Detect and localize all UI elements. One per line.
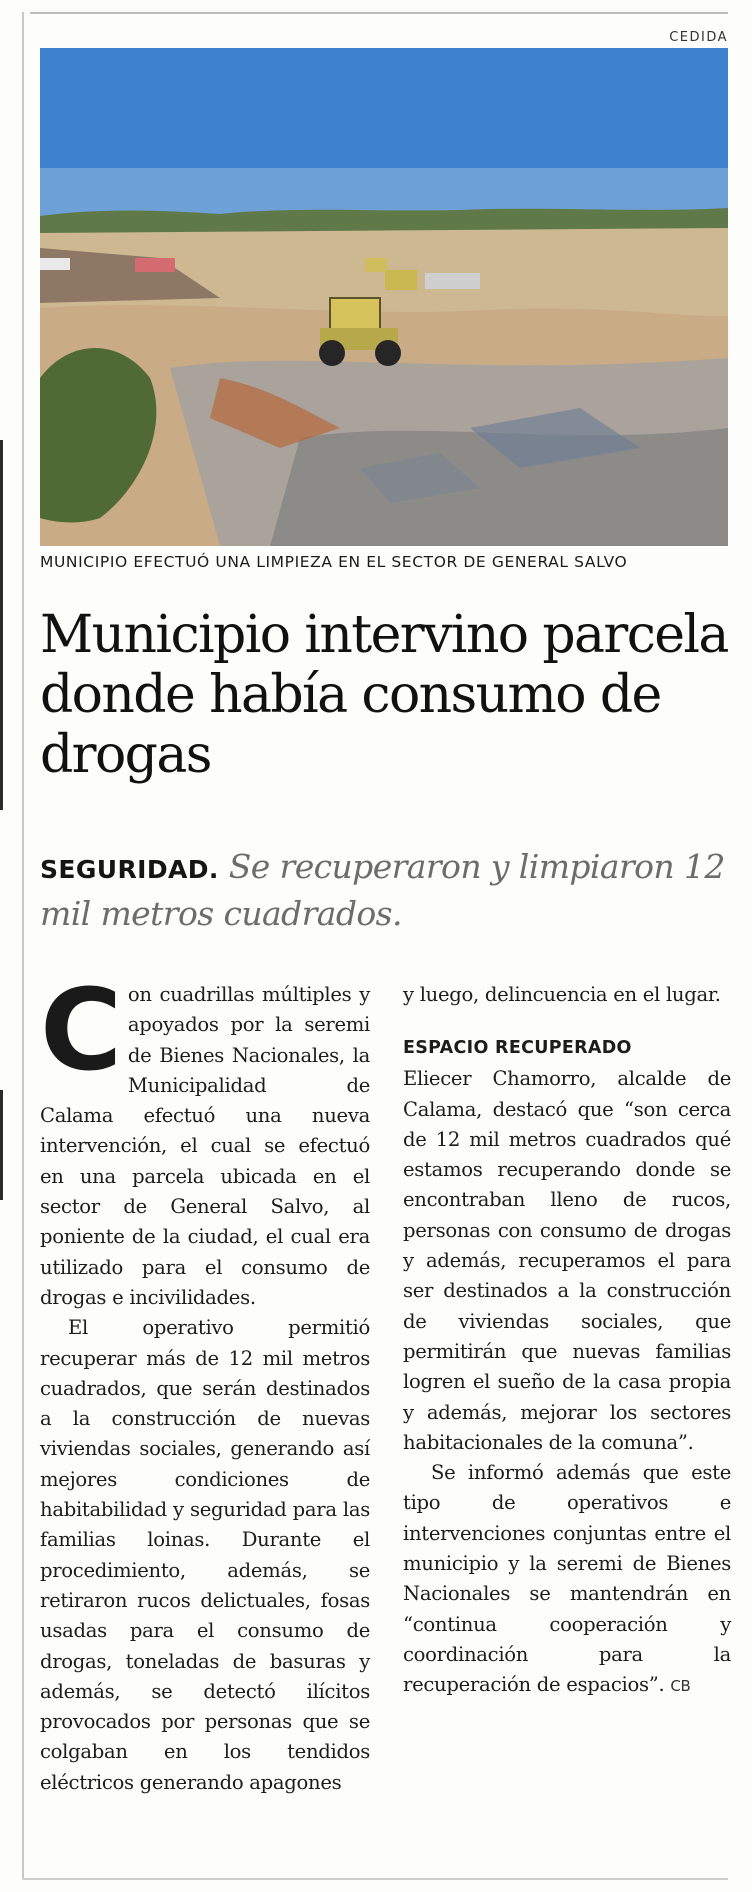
article-paragraph-1 <box>40 966 370 1313</box>
news-photo <box>40 48 728 546</box>
top-rule <box>30 12 728 14</box>
section-label: SEGURIDAD. <box>40 855 219 884</box>
drop-cap: C <box>40 966 122 1096</box>
adjacent-page-edge-lower <box>0 1090 3 1200</box>
adjacent-page-edge <box>0 440 3 810</box>
article-paragraph-3: Eliecer Chamorro, alcalde de Calama, destacó que “son cerca de 12 mil metros cuadrados qué estamos recuperando donde se encontraban lleno de rucos, personas con consumo de drogas y además, recuperamos el para ser destinados a la construcción de viviendas sociales, que permitirán que nuevas familias logren el sueño de la casa propia y además, mejorar los sectores habitacionales de la comuna”. <box>403 1067 731 1454</box>
headline: Municipio intervino parcela donde había consumo de drogas <box>40 605 728 785</box>
paragraph-1-text: on cuadrillas múltiples y apoyados por la seremi de Bienes Nacionales, la Municipalidad de Calama efectuó una nueva intervención, el cual se efectuó en una parcela ubicada en el sector de General Salvo, al poniente de la ciudad, el cual era utilizado para el consumo de drogas e incivilidades. <box>40 983 370 1309</box>
bottom-rule <box>22 1878 728 1880</box>
construction-site-image <box>40 48 728 546</box>
end-mark-icon: CB <box>670 1677 691 1696</box>
article-paragraph-2-continued: y luego, delincuencia en el lugar. <box>403 983 721 1006</box>
photo-caption: MUNICIPIO EFECTUÓ UNA LIMPIEZA EN EL SECTOR DE GENERAL SALVO <box>40 553 628 571</box>
deck <box>40 845 730 936</box>
article-column-2 <box>403 980 731 1702</box>
article-column-1 <box>40 966 370 1798</box>
article-paragraph-2: El operativo permitió recuperar más de 12 mil metros cuadrados, que serán destinados a la construcción de nuevas viviendas sociales, generando así mejores condiciones de habitabilidad y seguridad para las familias loinas. Durante el procedimiento, además, se retiraron rucos delictuales, fosas usadas para el consumo de drogas, toneladas de basuras y además, se detectó ilícitos provocados por personas que se colgaban en los tendidos eléctricos generando apagones <box>40 1316 370 1794</box>
article-paragraph-4 <box>403 1458 731 1701</box>
deck-text: Se recuperaron y limpiaron 12 mil metros cuadrados. <box>40 847 725 933</box>
subheading: ESPACIO RECUPERADO <box>403 1038 632 1059</box>
photo-credit: CEDIDA <box>669 30 728 45</box>
paragraph-4-text: Se informó además que este tipo de operativos e intervenciones conjuntas entre el municipio y la seremi de Bienes Nacionales se mantendrán en “continua cooperación y coordinación para la recuperación de espacios”. <box>403 1461 731 1697</box>
left-column-rule <box>22 12 24 1878</box>
